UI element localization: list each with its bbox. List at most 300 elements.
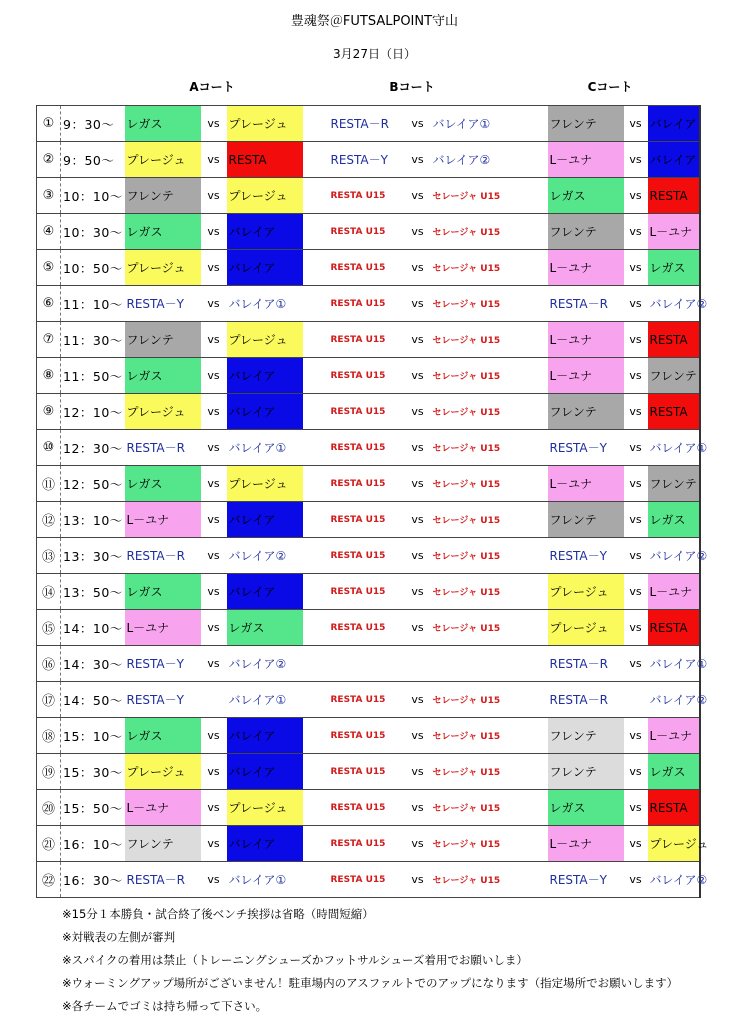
court-a-away-team: バレイア② <box>227 646 303 682</box>
court-a-home-team: プレージュ <box>125 142 201 178</box>
schedule-row <box>37 826 700 862</box>
court-gap <box>507 790 548 826</box>
schedule-table <box>36 105 709 898</box>
court-gap <box>303 466 329 502</box>
court-gap <box>303 538 329 574</box>
court-c-vs: vs <box>624 754 648 790</box>
court-a-home-team: フレンテ <box>125 178 201 214</box>
court-gap <box>507 178 548 214</box>
court-b-home-team: RESTA U15 <box>329 718 405 754</box>
court-a-vs: vs <box>201 610 227 646</box>
court-gap <box>507 502 548 538</box>
court-c-home-team: RESTA－R <box>548 286 624 322</box>
court-c-away-team: バレイア② <box>648 538 700 574</box>
court-b-away-team <box>431 646 507 682</box>
schedule-row <box>37 106 700 142</box>
court-gap <box>507 322 548 358</box>
court-b-home-team: RESTA U15 <box>329 754 405 790</box>
court-a-away-team: バレイア <box>227 718 303 754</box>
match-time: 12：50～ <box>61 466 125 502</box>
court-c-vs: vs <box>624 790 648 826</box>
court-b-away-team: セレージャ U15 <box>431 286 507 322</box>
court-c-away-team: フレンテ <box>648 358 700 394</box>
schedule-row <box>37 358 700 394</box>
court-a-home-team: RESTA－Y <box>125 286 201 322</box>
court-c-away-team: バレイア <box>648 142 700 178</box>
court-c-away-team: バレイア② <box>648 862 700 898</box>
court-c-home-team: フレンテ <box>548 502 624 538</box>
court-c-away-team: RESTA <box>648 178 700 214</box>
court-gap <box>303 178 329 214</box>
court-b-vs: vs <box>405 754 431 790</box>
match-number: ⑯ <box>37 646 61 682</box>
court-c-away-team: プレージュ <box>648 826 700 862</box>
court-b-home-team: RESTA U15 <box>329 430 405 466</box>
court-c-home-team: フレンテ <box>548 214 624 250</box>
court-a-vs: vs <box>201 790 227 826</box>
court-gap <box>507 610 548 646</box>
court-a-away-team: バレイア② <box>227 538 303 574</box>
match-time: 16：30～ <box>61 862 125 898</box>
court-c-vs <box>624 682 648 718</box>
schedule-row <box>37 502 700 538</box>
court-c-vs: vs <box>624 574 648 610</box>
match-time: 10：30～ <box>61 214 125 250</box>
court-a-home-team: レガス <box>125 574 201 610</box>
court-c-away-team: RESTA <box>648 790 700 826</box>
court-b-home-team: RESTA U15 <box>329 826 405 862</box>
court-c-vs: vs <box>624 646 648 682</box>
match-number: ③ <box>37 178 61 214</box>
court-c-vs: vs <box>624 322 648 358</box>
court-c-home-team: プレージュ <box>548 610 624 646</box>
court-b-home-team: RESTA－R <box>329 106 405 142</box>
court-a-away-team: バレイア① <box>227 286 303 322</box>
court-a-home-team: レガス <box>125 106 201 142</box>
court-a-home-team: RESTA－Y <box>125 682 201 718</box>
court-gap <box>507 430 548 466</box>
court-a-home-team: プレージュ <box>125 250 201 286</box>
court-gap <box>303 754 329 790</box>
court-c-home-team: RESTA－Y <box>548 862 624 898</box>
court-b-away-team: セレージャ U15 <box>431 718 507 754</box>
court-b-away-team: セレージャ U15 <box>431 394 507 430</box>
court-gap <box>507 862 548 898</box>
court-b-home-team: RESTA U15 <box>329 502 405 538</box>
court-a-away-team: プレージュ <box>227 790 303 826</box>
court-gap <box>507 754 548 790</box>
court-a-away-team: バレイア <box>227 826 303 862</box>
court-b-away-team: セレージャ U15 <box>431 214 507 250</box>
court-a-home-team: RESTA－R <box>125 862 201 898</box>
court-b-vs: vs <box>405 430 431 466</box>
court-a-vs: vs <box>201 574 227 610</box>
court-gap <box>303 682 329 718</box>
court-gap <box>303 214 329 250</box>
court-gap <box>507 682 548 718</box>
court-a-home-team: フレンテ <box>125 322 201 358</box>
court-c-away-team: L－ユナ <box>648 214 700 250</box>
court-b-home-team: RESTA U15 <box>329 214 405 250</box>
court-b-vs: vs <box>405 214 431 250</box>
schedule-row <box>37 646 700 682</box>
note-line: ※15分１本勝負・試合終了後ベンチ挨拶は省略（時間短縮） <box>62 907 374 921</box>
court-c-vs: vs <box>624 430 648 466</box>
court-a-away-team: バレイア <box>227 574 303 610</box>
court-b-home-team: RESTA U15 <box>329 394 405 430</box>
court-a-away-team: バレイア <box>227 754 303 790</box>
court-a-vs: vs <box>201 142 227 178</box>
court-b-vs: vs <box>405 682 431 718</box>
court-c-home-team: L－ユナ <box>548 358 624 394</box>
court-c-vs: vs <box>624 214 648 250</box>
match-time: 12：30～ <box>61 430 125 466</box>
court-c-away-team: RESTA <box>648 322 700 358</box>
schedule-row <box>37 286 700 322</box>
court-c-away-team: フレンテ <box>648 466 700 502</box>
court-gap <box>507 286 548 322</box>
match-time: 13：30～ <box>61 538 125 574</box>
note-line: ※対戦表の左側が審判 <box>62 930 176 944</box>
court-b-home-team: RESTA U15 <box>329 610 405 646</box>
court-b-vs: vs <box>405 538 431 574</box>
note-line: ※ウォーミングアップ場所がございません！駐車場内のアスファルトでのアップになります（指定場所でお願いします） <box>62 976 679 990</box>
court-a-away-team: バレイア <box>227 214 303 250</box>
court-a-vs: vs <box>201 502 227 538</box>
match-number: ⑮ <box>37 610 61 646</box>
court-gap <box>303 286 329 322</box>
court-c-vs: vs <box>624 610 648 646</box>
schedule-row <box>37 430 700 466</box>
court-a-vs: vs <box>201 394 227 430</box>
court-b-home-team: RESTA U15 <box>329 466 405 502</box>
match-time: 14：50～ <box>61 682 125 718</box>
match-number: ⑦ <box>37 322 61 358</box>
court-a-vs: vs <box>201 430 227 466</box>
schedule-row <box>37 862 700 898</box>
court-a-vs: vs <box>201 322 227 358</box>
court-b-home-team: RESTA－Y <box>329 142 405 178</box>
court-a-home-team: L－ユナ <box>125 610 201 646</box>
match-time: 13：10～ <box>61 502 125 538</box>
court-c-vs: vs <box>624 826 648 862</box>
court-a-home-team: RESTA－R <box>125 538 201 574</box>
court-a-away-team: バレイア <box>227 250 303 286</box>
schedule-row <box>37 214 700 250</box>
match-time: 13：50～ <box>61 574 125 610</box>
court-gap <box>303 142 329 178</box>
schedule-row <box>37 394 700 430</box>
court-b-vs: vs <box>405 322 431 358</box>
court-a-away-team: バレイア <box>227 394 303 430</box>
court-b-vs: vs <box>405 466 431 502</box>
court-c-away-team: バレイア② <box>648 286 700 322</box>
court-b-away-team: セレージャ U15 <box>431 250 507 286</box>
court-b-vs: vs <box>405 502 431 538</box>
court-c-vs: vs <box>624 106 648 142</box>
court-c-away-team: バレイア① <box>648 646 700 682</box>
match-time: 10：50～ <box>61 250 125 286</box>
court-a-away-team: プレージュ <box>227 466 303 502</box>
court-gap <box>303 106 329 142</box>
match-time: 11：10～ <box>61 286 125 322</box>
court-gap <box>507 466 548 502</box>
match-number: ⑥ <box>37 286 61 322</box>
court-c-vs: vs <box>624 502 648 538</box>
match-number: ⑨ <box>37 394 61 430</box>
court-c-away-team: L－ユナ <box>648 718 700 754</box>
court-c-home-team: L－ユナ <box>548 466 624 502</box>
court-a-vs: vs <box>201 718 227 754</box>
schedule-row <box>37 538 700 574</box>
court-c-home-team: フレンテ <box>548 718 624 754</box>
match-number: ② <box>37 142 61 178</box>
court-c-home-team: フレンテ <box>548 394 624 430</box>
court-gap <box>303 862 329 898</box>
court-b-vs: vs <box>405 394 431 430</box>
match-time: 15：50～ <box>61 790 125 826</box>
court-b-away-team: セレージャ U15 <box>431 358 507 394</box>
court-b-home-team: RESTA U15 <box>329 322 405 358</box>
court-c-home-team: RESTA－R <box>548 646 624 682</box>
match-time: 9：50～ <box>61 142 125 178</box>
court-b-home-team: RESTA U15 <box>329 538 405 574</box>
court-c-vs: vs <box>624 466 648 502</box>
schedule-row <box>37 682 700 718</box>
court-c-home-team: L－ユナ <box>548 142 624 178</box>
court-a-vs: vs <box>201 214 227 250</box>
notes <box>62 903 678 1018</box>
court-c-home-team: レガス <box>548 790 624 826</box>
schedule-row <box>37 754 700 790</box>
match-number: ㉒ <box>37 862 61 898</box>
match-time: 12：10～ <box>61 394 125 430</box>
court-c-vs: vs <box>624 250 648 286</box>
court-a-vs: vs <box>201 250 227 286</box>
court-b-home-team: RESTA U15 <box>329 682 405 718</box>
court-gap <box>303 790 329 826</box>
court-a-away-team: レガス <box>227 610 303 646</box>
court-gap <box>303 646 329 682</box>
court-a-away-team: RESTA <box>227 142 303 178</box>
court-a-vs: vs <box>201 538 227 574</box>
court-gap <box>507 646 548 682</box>
match-number: ⑬ <box>37 538 61 574</box>
court-b-away-team: セレージャ U15 <box>431 682 507 718</box>
court-gap <box>507 826 548 862</box>
court-a-vs: vs <box>201 754 227 790</box>
court-b-vs: vs <box>405 286 431 322</box>
court-b-vs: vs <box>405 142 431 178</box>
court-b-away-team: セレージャ U15 <box>431 322 507 358</box>
court-c-vs: vs <box>624 862 648 898</box>
court-b-away-team: セレージャ U15 <box>431 466 507 502</box>
court-a-home-team: レガス <box>125 718 201 754</box>
court-c-vs: vs <box>624 538 648 574</box>
event-date: 3月27日（日） <box>333 47 416 61</box>
court-gap <box>303 358 329 394</box>
match-time: 16：10～ <box>61 826 125 862</box>
court-a-away-team: プレージュ <box>227 178 303 214</box>
court-gap <box>303 610 329 646</box>
court-b-away-team: セレージャ U15 <box>431 430 507 466</box>
court-b-header: Bコート <box>389 80 435 94</box>
court-c-home-team: L－ユナ <box>548 322 624 358</box>
court-gap <box>507 394 548 430</box>
court-gap <box>303 394 329 430</box>
court-c-vs: vs <box>624 286 648 322</box>
court-c-away-team: バレイア① <box>648 430 700 466</box>
match-time: 15：10～ <box>61 718 125 754</box>
match-number: ① <box>37 106 61 142</box>
court-a-home-team: RESTA－Y <box>125 646 201 682</box>
schedule-row <box>37 610 700 646</box>
court-b-away-team: セレージャ U15 <box>431 610 507 646</box>
match-time: 11：30～ <box>61 322 125 358</box>
court-a-vs: vs <box>201 106 227 142</box>
match-number: ⑰ <box>37 682 61 718</box>
court-a-vs: vs <box>201 862 227 898</box>
court-c-home-team: レガス <box>548 178 624 214</box>
schedule-row <box>37 718 700 754</box>
court-c-away-team: バレイア <box>648 106 700 142</box>
court-c-away-team: バレイア② <box>648 682 700 718</box>
court-a-header: Aコート <box>189 80 235 94</box>
schedule-row <box>37 142 700 178</box>
court-b-vs: vs <box>405 826 431 862</box>
note-line: ※各チームでゴミは持ち帰って下さい。 <box>62 999 268 1013</box>
match-time: 10：10～ <box>61 178 125 214</box>
match-time: 11：50～ <box>61 358 125 394</box>
match-number: ㉑ <box>37 826 61 862</box>
court-b-home-team: RESTA U15 <box>329 574 405 610</box>
court-a-vs <box>201 682 227 718</box>
court-a-home-team: プレージュ <box>125 754 201 790</box>
court-c-home-team: プレージュ <box>548 574 624 610</box>
court-c-away-team: L－ユナ <box>648 574 700 610</box>
schedule-row <box>37 790 700 826</box>
court-a-home-team: RESTA－R <box>125 430 201 466</box>
court-b-home-team: RESTA U15 <box>329 286 405 322</box>
court-c-vs: vs <box>624 142 648 178</box>
court-a-home-team: レガス <box>125 358 201 394</box>
court-b-vs: vs <box>405 790 431 826</box>
court-c-home-team: RESTA－R <box>548 682 624 718</box>
match-number: ⑤ <box>37 250 61 286</box>
court-gap <box>507 718 548 754</box>
court-gap <box>507 106 548 142</box>
court-c-home-team: L－ユナ <box>548 250 624 286</box>
court-c-home-team: L－ユナ <box>548 826 624 862</box>
schedule-row <box>37 574 700 610</box>
match-time: 14：30～ <box>61 646 125 682</box>
match-time: 15：30～ <box>61 754 125 790</box>
match-number: ⑭ <box>37 574 61 610</box>
match-number: ⑱ <box>37 718 61 754</box>
court-b-vs: vs <box>405 250 431 286</box>
court-gap <box>507 142 548 178</box>
court-b-away-team: セレージャ U15 <box>431 178 507 214</box>
match-number: ⑳ <box>37 790 61 826</box>
court-a-vs: vs <box>201 826 227 862</box>
schedule-row <box>37 466 700 502</box>
court-b-vs: vs <box>405 178 431 214</box>
court-c-home-team: RESTA－Y <box>548 430 624 466</box>
court-a-away-team: バレイア <box>227 358 303 394</box>
court-b-away-team: セレージャ U15 <box>431 754 507 790</box>
court-b-home-team <box>329 646 405 682</box>
court-b-away-team: セレージャ U15 <box>431 502 507 538</box>
court-c-away-team: レガス <box>648 754 700 790</box>
court-b-vs: vs <box>405 106 431 142</box>
court-a-home-team: L－ユナ <box>125 502 201 538</box>
court-a-home-team: L－ユナ <box>125 790 201 826</box>
court-a-home-team: フレンテ <box>125 826 201 862</box>
court-b-away-team: セレージャ U15 <box>431 826 507 862</box>
court-gap <box>507 574 548 610</box>
court-gap <box>303 718 329 754</box>
court-a-vs: vs <box>201 358 227 394</box>
schedule-row <box>37 178 700 214</box>
court-a-away-team: プレージュ <box>227 322 303 358</box>
court-b-home-team: RESTA U15 <box>329 790 405 826</box>
court-b-away-team: バレイア② <box>431 142 507 178</box>
court-b-away-team: セレージャ U15 <box>431 574 507 610</box>
court-a-vs: vs <box>201 466 227 502</box>
court-a-away-team: バレイア① <box>227 862 303 898</box>
court-a-vs: vs <box>201 286 227 322</box>
court-gap <box>303 250 329 286</box>
court-c-home-team: フレンテ <box>548 106 624 142</box>
court-gap <box>303 826 329 862</box>
court-c-home-team: フレンテ <box>548 754 624 790</box>
court-c-away-team: RESTA <box>648 610 700 646</box>
match-number: ⑫ <box>37 502 61 538</box>
match-number: ⑲ <box>37 754 61 790</box>
court-b-home-team: RESTA U15 <box>329 862 405 898</box>
court-a-home-team: レガス <box>125 214 201 250</box>
court-b-away-team: セレージャ U15 <box>431 790 507 826</box>
match-number: ⑪ <box>37 466 61 502</box>
court-gap <box>507 250 548 286</box>
court-b-vs <box>405 646 431 682</box>
court-a-vs: vs <box>201 646 227 682</box>
court-a-home-team: レガス <box>125 466 201 502</box>
match-number: ⑩ <box>37 430 61 466</box>
match-number: ⑧ <box>37 358 61 394</box>
court-c-home-team: RESTA－Y <box>548 538 624 574</box>
court-b-away-team: セレージャ U15 <box>431 862 507 898</box>
court-c-header: Cコート <box>587 80 633 94</box>
court-gap <box>507 358 548 394</box>
court-b-away-team: セレージャ U15 <box>431 538 507 574</box>
court-a-away-team: バレイア① <box>227 430 303 466</box>
match-time: 14：10～ <box>61 610 125 646</box>
court-b-vs: vs <box>405 574 431 610</box>
court-a-home-team: プレージュ <box>125 394 201 430</box>
match-number: ④ <box>37 214 61 250</box>
court-b-vs: vs <box>405 610 431 646</box>
match-time: 9：30～ <box>61 106 125 142</box>
court-b-vs: vs <box>405 862 431 898</box>
court-b-home-team: RESTA U15 <box>329 250 405 286</box>
court-gap <box>507 214 548 250</box>
court-gap <box>303 502 329 538</box>
court-b-home-team: RESTA U15 <box>329 358 405 394</box>
court-b-home-team: RESTA U15 <box>329 178 405 214</box>
court-a-away-team: バレイア① <box>227 682 303 718</box>
court-c-away-team: レガス <box>648 502 700 538</box>
